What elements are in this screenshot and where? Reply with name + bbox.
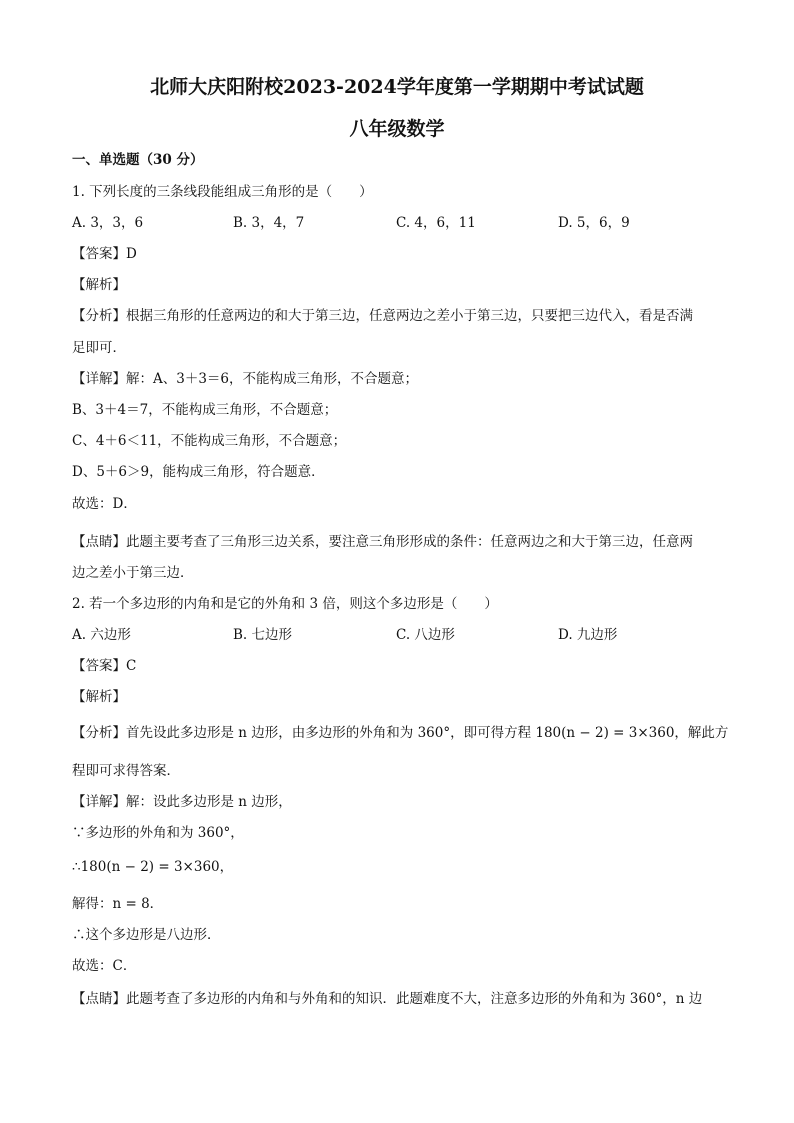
q1-option-d: D. 5，6，9 bbox=[558, 215, 630, 231]
q1-analysis-tag: 【解析】 bbox=[72, 277, 126, 293]
q1-detail-line2: B、3＋4＝7，不能构成三角形，不合题意； bbox=[72, 402, 338, 418]
q1-detail-line1: 【详解】解：A、3＋3＝6，不能构成三角形，不合题意； bbox=[72, 371, 419, 387]
q2-analysis-line1: 【分析】首先设此多边形是 n 边形，由多边形的外角和为 360°，即可得方程 180(n − 2) = 3×360，解此方 bbox=[72, 725, 729, 741]
q2-detail-line4: 解得：n = 8． bbox=[72, 896, 164, 912]
q2-detail-line1: 【详解】解：设此多边形是 n 边形， bbox=[72, 794, 292, 810]
document-title: 北师大庆阳附校2023-2024学年度第一学期期中考试试题 bbox=[150, 76, 644, 98]
q1-comment-line1: 【点睛】此题主要考查了三角形三边关系，要注意三角形形成的条件：任意两边之和大于第三边，任意两 bbox=[72, 534, 693, 550]
q2-analysis-line2: 程即可求得答案． bbox=[72, 763, 180, 779]
q2-option-c: C. 八边形 bbox=[396, 627, 455, 643]
q2-detail-line3: ∴180(n − 2) = 3×360， bbox=[72, 859, 234, 875]
q1-detail-line4: D、5＋6＞9，能构成三角形，符合题意． bbox=[72, 464, 325, 480]
q2-comment-line1: 【点睛】此题考查了多边形的内角和与外角和的知识．此题难度不大，注意多边形的外角和为 360°，n 边 bbox=[72, 991, 703, 1007]
q1-stem: 1. 下列长度的三条线段能组成三角形的是（ ） bbox=[72, 184, 373, 200]
q2-analysis-tag: 【解析】 bbox=[72, 689, 126, 705]
q1-answer: 【答案】D bbox=[72, 246, 137, 262]
q1-analysis-line2: 足即可． bbox=[72, 340, 126, 356]
q2-answer: 【答案】C bbox=[72, 658, 137, 674]
q1-choose: 故选：D． bbox=[72, 496, 137, 512]
q1-analysis-line1: 【分析】根据三角形的任意两边的和大于第三边，任意两边之差小于第三边，只要把三边代入，看是否满 bbox=[72, 308, 693, 324]
q1-option-a: A. 3，3，6 bbox=[72, 215, 144, 231]
q2-detail-line5: ∴这个多边形是八边形． bbox=[72, 927, 221, 943]
section-heading: 一、单选题（30 分） bbox=[72, 152, 204, 168]
q1-comment-line2: 边之差小于第三边． bbox=[72, 565, 194, 581]
document-subtitle: 八年级数学 bbox=[349, 118, 445, 140]
q2-detail-line2: ∵多边形的外角和为 360°， bbox=[72, 825, 244, 841]
q1-option-c: C. 4，6，11 bbox=[396, 215, 476, 231]
q1-option-b: B. 3，4，7 bbox=[233, 215, 305, 231]
q2-option-d: D. 九边形 bbox=[558, 627, 618, 643]
q1-detail-line3: C、4＋6＜11，不能构成三角形，不合题意； bbox=[72, 433, 347, 449]
q2-option-b: B. 七边形 bbox=[233, 627, 293, 643]
q2-stem: 2. 若一个多边形的内角和是它的外角和 3 倍，则这个多边形是（ ） bbox=[72, 596, 498, 612]
q2-choose: 故选：C． bbox=[72, 958, 137, 974]
q2-option-a: A. 六边形 bbox=[72, 627, 131, 643]
